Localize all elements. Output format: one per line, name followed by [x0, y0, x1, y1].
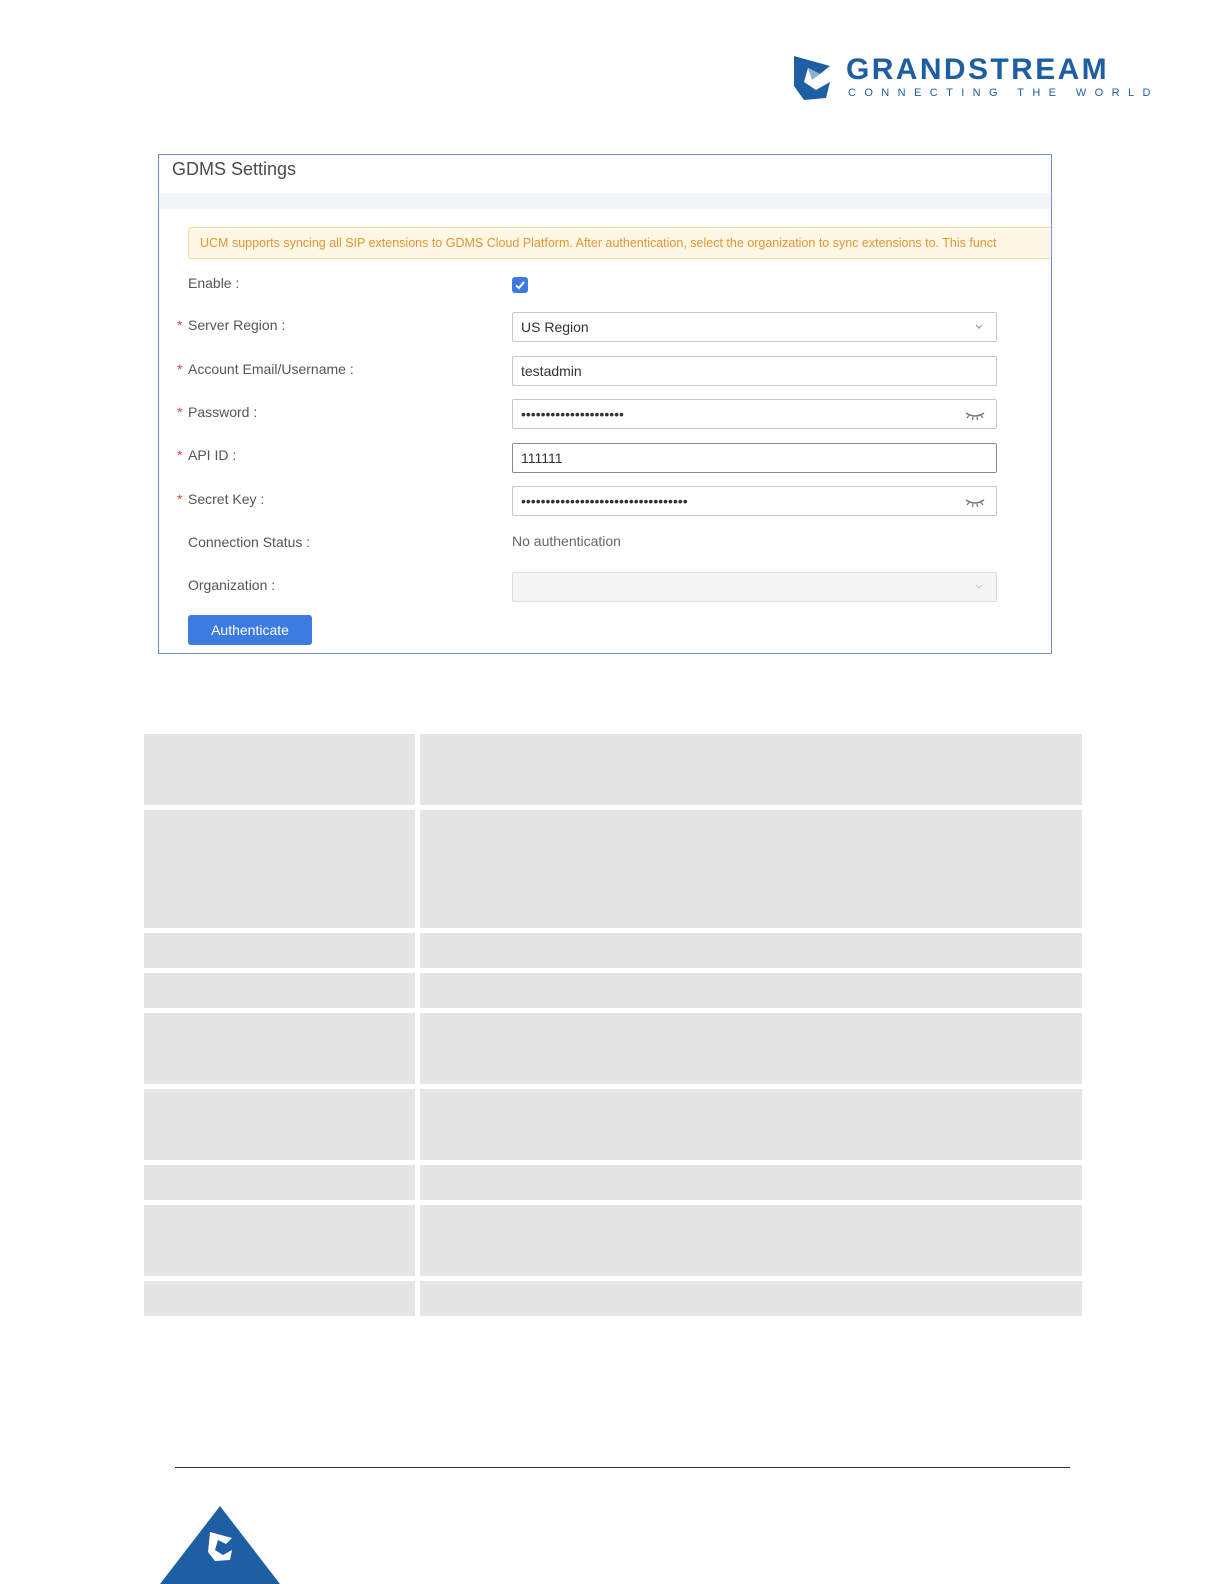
- secret-key-label: * Secret Key :: [177, 491, 265, 507]
- grandstream-logo-icon: [790, 52, 838, 102]
- table-cell: [144, 810, 415, 928]
- api-id-input[interactable]: [512, 443, 997, 473]
- eye-closed-icon[interactable]: [964, 408, 986, 422]
- table-row: [144, 1165, 1082, 1200]
- table-cell: [144, 1165, 415, 1200]
- table-cell: [144, 1205, 415, 1276]
- organization-label: Organization :: [188, 577, 276, 593]
- grandstream-logo: [790, 52, 1159, 104]
- brand-tagline: CONNECTING THE WORLD: [848, 87, 1159, 99]
- password-value: •••••••••••••••••••••: [521, 406, 624, 422]
- account-input[interactable]: [512, 356, 997, 386]
- footer-logo-icon: [160, 1504, 280, 1584]
- connection-status-label: Connection Status :: [188, 534, 311, 550]
- table-cell: [144, 973, 415, 1008]
- info-notice: UCM supports syncing all SIP extensions to GDMS Cloud Platform. After authentication, select the organization to sync extensions to. This funct: [188, 227, 1052, 259]
- secret-key-value: ••••••••••••••••••••••••••••••••••: [521, 493, 688, 509]
- account-value: testadmin: [521, 363, 582, 379]
- chevron-down-icon: [974, 581, 984, 591]
- table-cell: [420, 973, 1082, 1008]
- enable-checkbox[interactable]: [512, 277, 528, 293]
- gdms-settings-panel: [158, 154, 1052, 654]
- table-row: [144, 734, 1082, 805]
- table-cell: [420, 933, 1082, 968]
- table-row: [144, 1205, 1082, 1276]
- connection-status-value: No authentication: [512, 533, 621, 549]
- server-region-select[interactable]: [512, 312, 997, 342]
- authenticate-button[interactable]: Authenticate: [188, 615, 312, 645]
- table-row: [144, 973, 1082, 1008]
- api-id-value: 111111: [521, 450, 563, 466]
- table-cell: [144, 1281, 415, 1316]
- table-cell: [420, 1089, 1082, 1160]
- parameter-table: [144, 734, 1082, 1321]
- enable-label: Enable :: [188, 275, 240, 291]
- table-row: [144, 1089, 1082, 1160]
- organization-select[interactable]: [512, 572, 997, 602]
- server-region-label: * Server Region :: [177, 317, 286, 333]
- chevron-down-icon: [974, 321, 984, 331]
- table-row: [144, 810, 1082, 928]
- table-cell: [144, 1013, 415, 1084]
- table-cell: [144, 734, 415, 805]
- table-row: [144, 1013, 1082, 1084]
- table-cell: [420, 810, 1082, 928]
- table-row: [144, 933, 1082, 968]
- server-region-value: US Region: [521, 319, 589, 335]
- panel-header-band: [159, 193, 1051, 209]
- brand-name: GRANDSTREAM: [846, 53, 1110, 86]
- table-row: [144, 1281, 1082, 1316]
- table-cell: [144, 933, 415, 968]
- secret-key-input[interactable]: [512, 486, 997, 516]
- footer-divider: [175, 1467, 1070, 1468]
- table-cell: [420, 1165, 1082, 1200]
- table-cell: [420, 1205, 1082, 1276]
- password-label: * Password :: [177, 404, 258, 420]
- table-cell: [144, 1089, 415, 1160]
- table-cell: [420, 734, 1082, 805]
- table-cell: [420, 1013, 1082, 1084]
- check-icon: [512, 277, 528, 293]
- eye-closed-icon[interactable]: [964, 495, 986, 509]
- password-input[interactable]: [512, 399, 997, 429]
- table-cell: [420, 1281, 1082, 1316]
- panel-title: GDMS Settings: [172, 159, 297, 179]
- api-id-label: * API ID :: [177, 447, 237, 463]
- account-label: * Account Email/Username :: [177, 361, 354, 377]
